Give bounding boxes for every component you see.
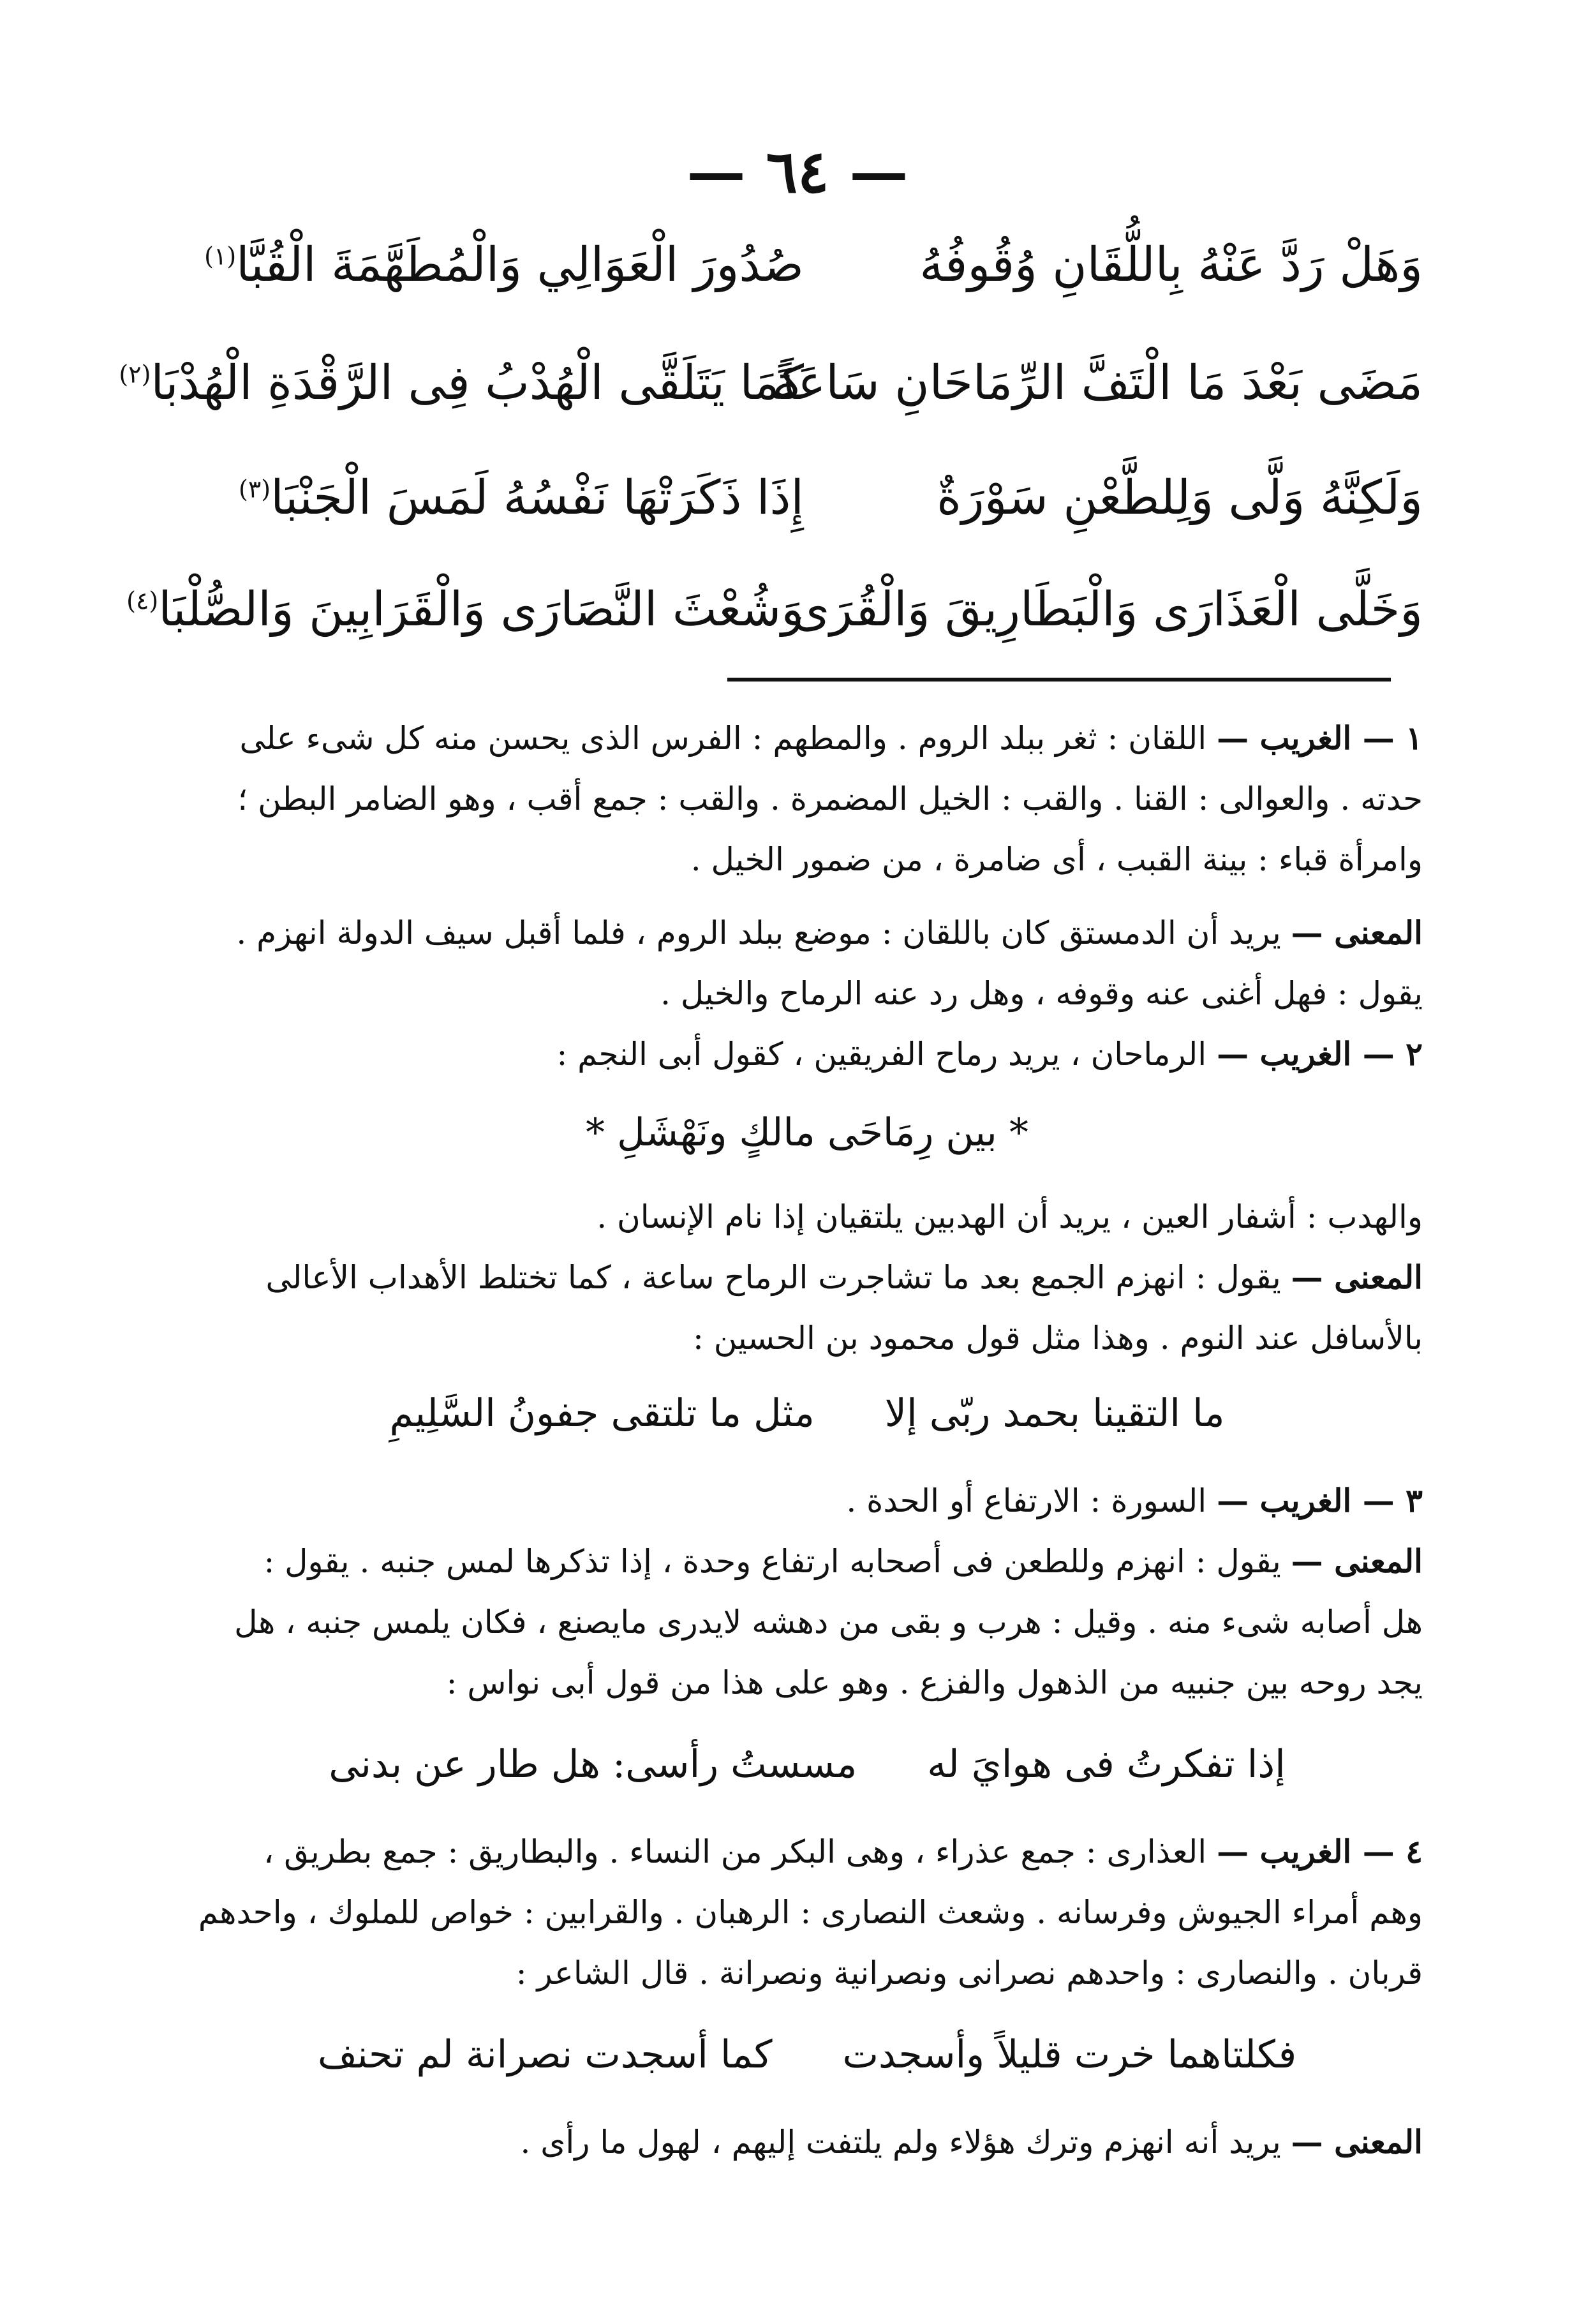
commentary-text: وامرأة قباء : بينة القبب ، أى ضامرة ، من ضمور الخيل . xyxy=(690,841,1423,878)
commentary-line xyxy=(191,1822,1423,1882)
commentary-line xyxy=(191,1943,1423,2003)
commentary-line xyxy=(191,903,1423,963)
commentary-lead: المعنى — xyxy=(1291,1542,1423,1580)
verse-second-hemistich xyxy=(191,237,804,292)
commentary-line xyxy=(191,2112,1423,2172)
cited-verse xyxy=(191,1742,1423,1787)
commentary-lead: ٢ — الغريب — xyxy=(1217,1035,1423,1073)
cited-verse-second: مسستُ رأسى: هل طار عن بدنى xyxy=(329,1742,857,1787)
cited-verse-first: ما التقينا بحمد ربّى إلا xyxy=(884,1391,1225,1436)
commentary-text: يقول : انهزم وللطعن فى أصحابه ارتفاع وحدة ، إذا تذكرها لمس جنبه . يقول : xyxy=(263,1543,1291,1580)
page-number: — ٦٤ — xyxy=(686,137,909,206)
commentary-lead: المعنى — xyxy=(1291,1258,1423,1296)
divider-rule xyxy=(727,678,1391,682)
verse-first-hemistich: وَلَكِنَّهُ وَلَّى وَلِلطَّعْنِ سَوْرَةٌ xyxy=(937,470,1423,525)
commentary-text: يريد أنه انهزم وترك هؤلاء ولم يلتفت إليهم ، لهول ما رأى . xyxy=(520,2124,1291,2161)
commentary-line xyxy=(191,1471,1423,1531)
commentary-line xyxy=(191,830,1423,890)
commentary-text: يريد أن الدمستق كان باللقان : موضع ببلد الروم ، فلما أقبل سيف الدولة انهزم . xyxy=(236,914,1291,951)
commentary-text: بالأسافل عند النوم . وهذا مثل قول محمود بن الحسين : xyxy=(692,1320,1423,1357)
commentary-text: الرماحان ، يريد رماح الفريقين ، كقول أبى النجم : xyxy=(556,1036,1217,1073)
commentary-text: قربان . والنصارى : واحدهم نصرانى ونصرانية ونصرانة . قال الشاعر : xyxy=(516,1955,1423,1992)
commentary-lead: ٣ — الغريب — xyxy=(1217,1482,1423,1519)
verse-text: وَشُعْثَ النَّصَارَى وَالْقَرَابِينَ وَالصُّلْبَا xyxy=(158,582,804,637)
commentary-text: يجد روحه بين جنبيه من الذهول والفزع . وهو على هذا من قول أبى نواس : xyxy=(446,1664,1423,1701)
commentary-text: هل أصابه شىء منه . وقيل : هرب و بقى من دهشه لايدرى مايصنع ، فكان يلمس جنبه ، هل xyxy=(234,1604,1423,1641)
commentary-lead: ١ — الغريب — xyxy=(1217,719,1423,757)
commentary-line xyxy=(191,1531,1423,1591)
verse-line xyxy=(126,562,1423,657)
commentary-line xyxy=(191,1187,1423,1247)
cited-verse-second: كما أسجدت نصرانة لم تحنف xyxy=(317,2032,773,2077)
verse-first-hemistich: وَخَلَّى الْعَذَارَى وَالْبَطَارِيقَ وَالْقُرَى xyxy=(792,582,1423,637)
verse-line xyxy=(191,450,1423,546)
cited-verse-second: مثل ما تلتقى جفونُ السَّلِيمِ xyxy=(389,1391,815,1436)
footnote-marker: (٢) xyxy=(119,360,151,389)
commentary-text: العذارى : جمع عذراء ، وهى البكر من النساء . والبطاريق : جمع بطريق ، xyxy=(263,1833,1217,1870)
commentary-text: اللقان : ثغر ببلد الروم . والمطهم : الفرس الذى يحسن منه كل شىء على xyxy=(239,720,1217,757)
cited-verse xyxy=(191,2032,1423,2077)
commentary-line xyxy=(191,1248,1423,1307)
cited-verse-first: إذا تفكرتُ فى هوايَ له xyxy=(927,1742,1286,1787)
verse-text: إِذَا ذَكَرَتْهَا نَفْسُهُ لَمَسَ الْجَنْبَا xyxy=(271,470,804,525)
cited-verse-first: فكلتاهما خرت قليلاً وأسجدت xyxy=(842,2032,1297,2077)
commentary-line xyxy=(191,1024,1423,1084)
commentary-line xyxy=(191,964,1423,1024)
footnote-marker: (٤) xyxy=(126,586,159,615)
commentary-text: يقول : فهل أغنى عنه وقوفه ، وهل رد عنه الرماح والخيل . xyxy=(660,975,1423,1012)
cited-verse: * بين رِمَاحَى مالكٍ ونَهْشَلِ * xyxy=(586,1110,1028,1155)
commentary-line xyxy=(191,1882,1423,1942)
commentary-lead: المعنى — xyxy=(1291,914,1423,951)
footnote-marker: (١) xyxy=(204,242,237,271)
commentary-text: والهدب : أشفار العين ، يريد أن الهدبين يلتقيان إذا نام الإنسان . xyxy=(597,1198,1423,1235)
cited-verse xyxy=(191,1391,1423,1436)
commentary-text: يقول : انهزم الجمع بعد ما تشاجرت الرماح ساعة ، كما تختلط الأهداب الأعالى xyxy=(265,1259,1291,1296)
commentary-lead: المعنى — xyxy=(1291,2123,1423,2161)
verse-second-hemistich xyxy=(126,582,804,637)
commentary-line xyxy=(191,1592,1423,1652)
commentary-line xyxy=(191,769,1423,829)
commentary-text: حدته . والعوالى : القنا . والقب : الخيل المضمرة . والقب : جمع أقب ، وهو الضامر البطن ؛ xyxy=(237,780,1423,817)
verse-line xyxy=(119,335,1423,431)
commentary-line xyxy=(191,1653,1423,1713)
footnote-marker: (٣) xyxy=(239,475,271,503)
commentary-text: وهم أمراء الجيوش وفرسانه . وشعث النصارى : الرهبان . والقرابين : خواص للملوك ، واحدهم xyxy=(198,1894,1423,1931)
commentary-line xyxy=(191,708,1423,768)
verse-first-hemistich: وَهَلْ رَدَّ عَنْهُ بِاللُّقَانِ وُقُوفُهُ xyxy=(919,237,1423,292)
verse-second-hemistich xyxy=(119,355,804,410)
commentary-text: السورة : الارتفاع أو الحدة . xyxy=(846,1482,1217,1519)
commentary-lead: ٤ — الغريب — xyxy=(1217,1833,1423,1870)
verse-line xyxy=(191,217,1423,313)
verse-text: صُدُورَ الْعَوَالِي وَالْمُطَهَّمَةَ الْقُبَّا xyxy=(236,237,804,292)
verse-first-hemistich: مَضَى بَعْدَ مَا الْتَفَّ الرِّمَاحَانِ سَاعَةً xyxy=(772,355,1423,410)
verse-second-hemistich xyxy=(191,470,804,525)
commentary-line xyxy=(191,1308,1423,1368)
verse-text: كَمَا يَتَلَقَّى الْهُدْبُ فِى الرَّقْدَةِ الْهُدْبَا xyxy=(151,355,804,410)
